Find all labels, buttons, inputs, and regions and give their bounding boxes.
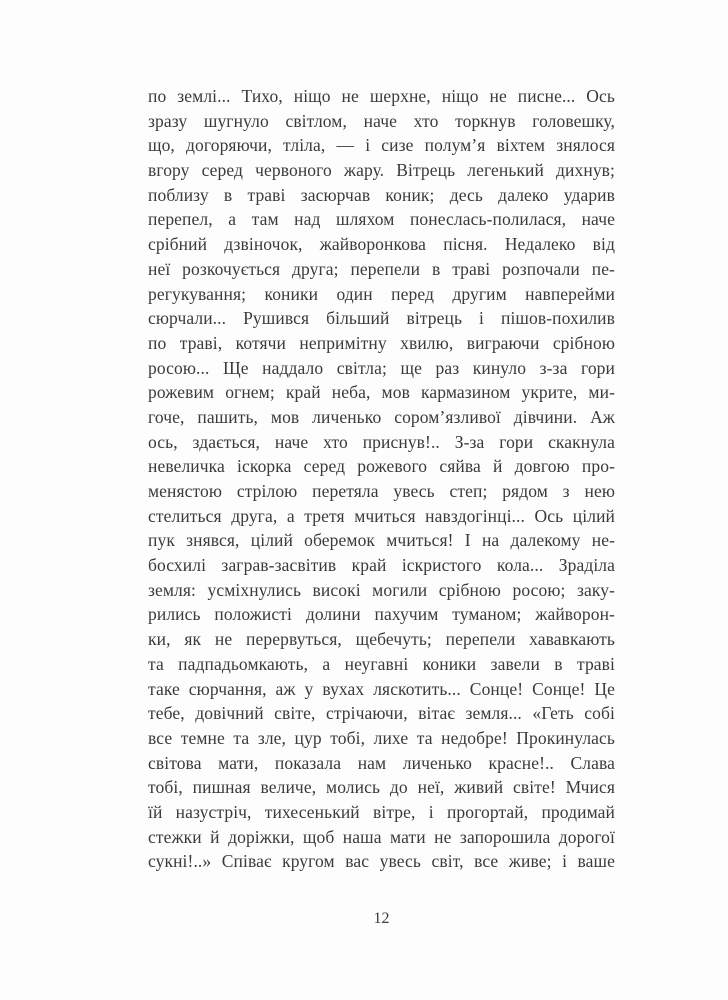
text-line: стелиться друга, а третя мчиться навздогінці... Ось цілий	[148, 505, 615, 526]
text-line: що, догоряючи, тліла, — і сизе полум’я віхтем знялося	[148, 135, 615, 156]
text-line: по траві, котячи непримітну хвилю, виграючи срібною	[148, 332, 615, 353]
text-line: стежки й доріжки, щоб наша мати не запорошила дорогої	[148, 826, 615, 847]
text-line: тобі, пишная величе, молись до неї, живий світе! Мчися	[148, 777, 615, 798]
text-line: зразу шугнуло світлом, наче хто торкнув головешку,	[148, 110, 615, 131]
text-line: тебе, довічний світе, стрічаючи, вітає земля... «Геть собі	[148, 703, 615, 724]
text-line: перепел, а там над шляхом понеслась-полилася, наче	[148, 209, 615, 230]
text-line: сюрчали... Рушився більший вітрець і пішов-похилив	[148, 308, 615, 329]
text-line: рились положисті долини пахучим туманом; жайворон-	[148, 604, 615, 625]
text-line: рожевим огнем; край неба, мов кармазином укрите, ми-	[148, 382, 615, 403]
text-line: росою... Ще наддало світла; ще раз кинуло з-за гори	[148, 357, 615, 378]
text-line: менястою стрілою перетяла увесь степ; рядом з нею	[148, 481, 615, 501]
text-line: їй назустріч, тихесенький вітре, і прогортай, продимай	[148, 801, 615, 822]
text-line: земля: усміхнулись високі могили срібною росою; заку-	[148, 579, 615, 600]
text-line: та падпадьомкають, а неугавні коники завели в траві	[148, 653, 615, 674]
text-line: невеличка іскорка серед рожевого сяйва й довгою про-	[148, 456, 615, 477]
text-line: гоче, пашить, мов личенько сором’язливої дівчини. Аж	[148, 406, 615, 427]
page-number: 12	[373, 910, 390, 927]
text-line: босхилі заграв-засвітив край іскристого кола... Зраділа	[148, 555, 615, 576]
page-text	[148, 84, 615, 874]
text-line: регукування; коники один перед другим навперейми	[148, 283, 615, 304]
text-line: ки, як не перервуться, щебечуть; перепели хававкають	[148, 629, 615, 650]
text-line: неї розкочується друга; перепели в траві розпочали пе-	[148, 258, 615, 279]
text-line: по землі... Тихо, ніщо не шерхне, ніщо не писне... Ось	[148, 86, 615, 106]
text-line: вгору серед червоного жару. Вітрець легенький дихнув;	[148, 160, 615, 181]
text-line: світова мати, показала нам личенько красне!.. Слава	[148, 752, 615, 773]
text-line: все темне та зле, цур тобі, лихе та недобре! Прокинулась	[148, 727, 615, 748]
text-line: поблизу в траві засюрчав коник; десь далеко ударив	[148, 184, 615, 205]
text-line: сукні!..» Співає кругом вас увесь світ, все живе; і ваше	[148, 851, 615, 872]
text-line: ось, здається, наче хто приснув!.. З-за гори скакнула	[148, 431, 615, 452]
text-line: пук знявся, цілий оберемок мчиться! І на далекому не-	[148, 530, 615, 551]
text-line: срібний дзвіночок, жайворонкова пісня. Недалеко від	[148, 234, 615, 255]
text-line: таке сюрчання, аж у вухах ляскотить... Сонце! Сонце! Це	[148, 678, 615, 699]
